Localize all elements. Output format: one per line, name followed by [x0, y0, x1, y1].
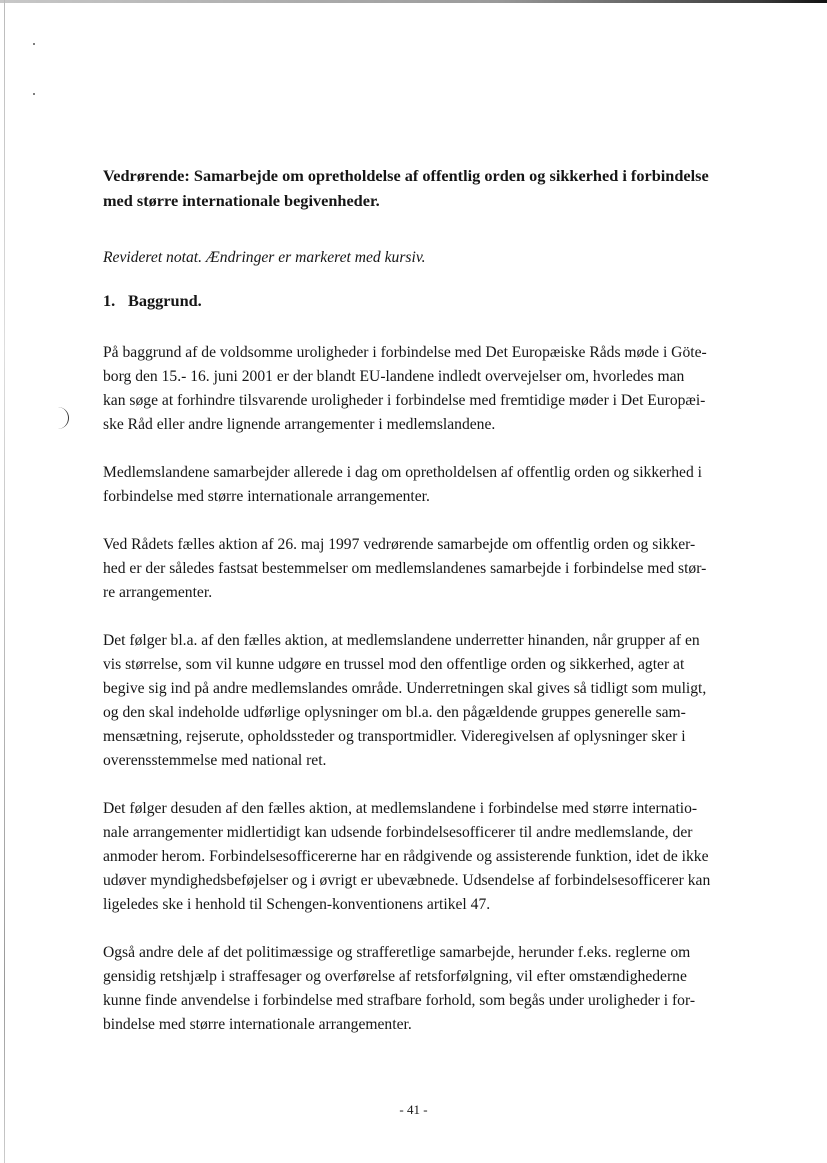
text-line: Det følger bl.a. af den fælles aktion, at medlemslandene underretter hinanden, når grupper af en: [103, 632, 700, 649]
text-line: ske Råd eller andre lignende arrangementer i medlemslandene.: [103, 416, 496, 433]
section-heading: [103, 289, 763, 313]
scan-left-edge: [4, 0, 5, 1163]
text-line: mensætning, rejserute, opholdssteder og transportmidler. Videregivelsen af oplysninger sker i: [103, 728, 686, 745]
text-line: hed er der således fastsat bestemmelser om medlemslandenes samarbejde i forbindelse med stør-: [103, 560, 707, 577]
text-line: Medlemslandene samarbejder allerede i dag om opretholdelsen af offentlig orden og sikkerhed i: [103, 464, 702, 481]
text-line: nale arrangementer midlertidigt kan udsende forbindelsesofficerer til andre medlemslande, der: [103, 824, 693, 841]
text-line: forbindelse med større internationale arrangementer.: [103, 488, 430, 505]
title-line: Vedrørende: Samarbejde om opretholdelse af offentlig orden og sikkerhed i forbindelse: [103, 166, 709, 185]
text-line: borg den 15.- 16. juni 2001 er der blandt EU-landene indledt overvejelser om, hvorledes man: [103, 368, 685, 385]
text-line: På baggrund af de voldsomme uroligheder i forbindelse med Det Europæiske Råds møde i Göte-: [103, 344, 707, 361]
paragraph-existing-cooperation: [103, 461, 763, 509]
text-line: vis størrelse, som vil kunne udgøre en trussel mod den offentlige orden og sikkerhed, agter at: [103, 656, 685, 673]
scan-speck: [33, 93, 35, 95]
page-number: - 41 -: [399, 1102, 428, 1117]
text-line: Ved Rådets fælles aktion af 26. maj 1997 vedrørende samarbejde om offentlig orden og sikker-: [103, 536, 696, 553]
text-line: overensstemmelse med national ret.: [103, 752, 327, 769]
text-line: anmoder herom. Forbindelsesofficererne har en rådgivende og assisterende funktion, idet de ikke: [103, 848, 709, 865]
text-line: gensidig retshjælp i straffesager og overførelse af retsforfølgning, vil efter omstændighederne: [103, 968, 687, 985]
document-body: [103, 163, 763, 1037]
scan-top-edge: [0, 0, 827, 3]
text-line: Også andre dele af det politimæssige og strafferetlige samarbejde, herunder f.eks. reglerne om: [103, 944, 691, 961]
section-title: Baggrund.: [128, 291, 202, 310]
document-title: [103, 163, 763, 213]
paragraph-notification: [103, 629, 763, 773]
paragraph-background-intro: [103, 341, 763, 437]
text-line: og den skal indeholde udførlige oplysninger om bl.a. den pågældende gruppes generelle sam-: [103, 704, 686, 721]
text-line: begive sig ind på andre medlemslandes område. Underretningen skal gives så tidligt som muligt,: [103, 680, 707, 697]
text-line: kunne finde anvendelse i forbindelse med strafbare forhold, som begås under uroligheder i for-: [103, 992, 696, 1009]
text-line: Det følger desuden af den fælles aktion, at medlemslandene i forbindelse med større internatio-: [103, 800, 698, 817]
paragraph-liaison-officers: [103, 797, 763, 917]
binding-mark: [58, 407, 69, 429]
text-line: re arrangementer.: [103, 584, 213, 601]
section-number: 1.: [103, 291, 116, 310]
text-line: bindelse med større internationale arrangementer.: [103, 1016, 412, 1033]
paragraph-joint-action: [103, 533, 763, 605]
text-line: udøver myndighedsbeføjelser og i øvrigt er ubevæbnede. Udsendelse af forbindelsesofficerer kan: [103, 872, 711, 889]
paragraph-other-cooperation: [103, 941, 763, 1037]
text-line: ligeledes ske i henhold til Schengen-konventionens artikel 47.: [103, 896, 491, 913]
revised-note: Revideret notat. Ændringer er markeret med kursiv.: [103, 249, 426, 266]
title-line: med større internationale begivenheder.: [103, 191, 380, 210]
text-line: kan søge at forhindre tilsvarende uroligheder i forbindelse med fremtidige møder i Det Europæi-: [103, 392, 706, 409]
scan-speck: [33, 43, 35, 45]
